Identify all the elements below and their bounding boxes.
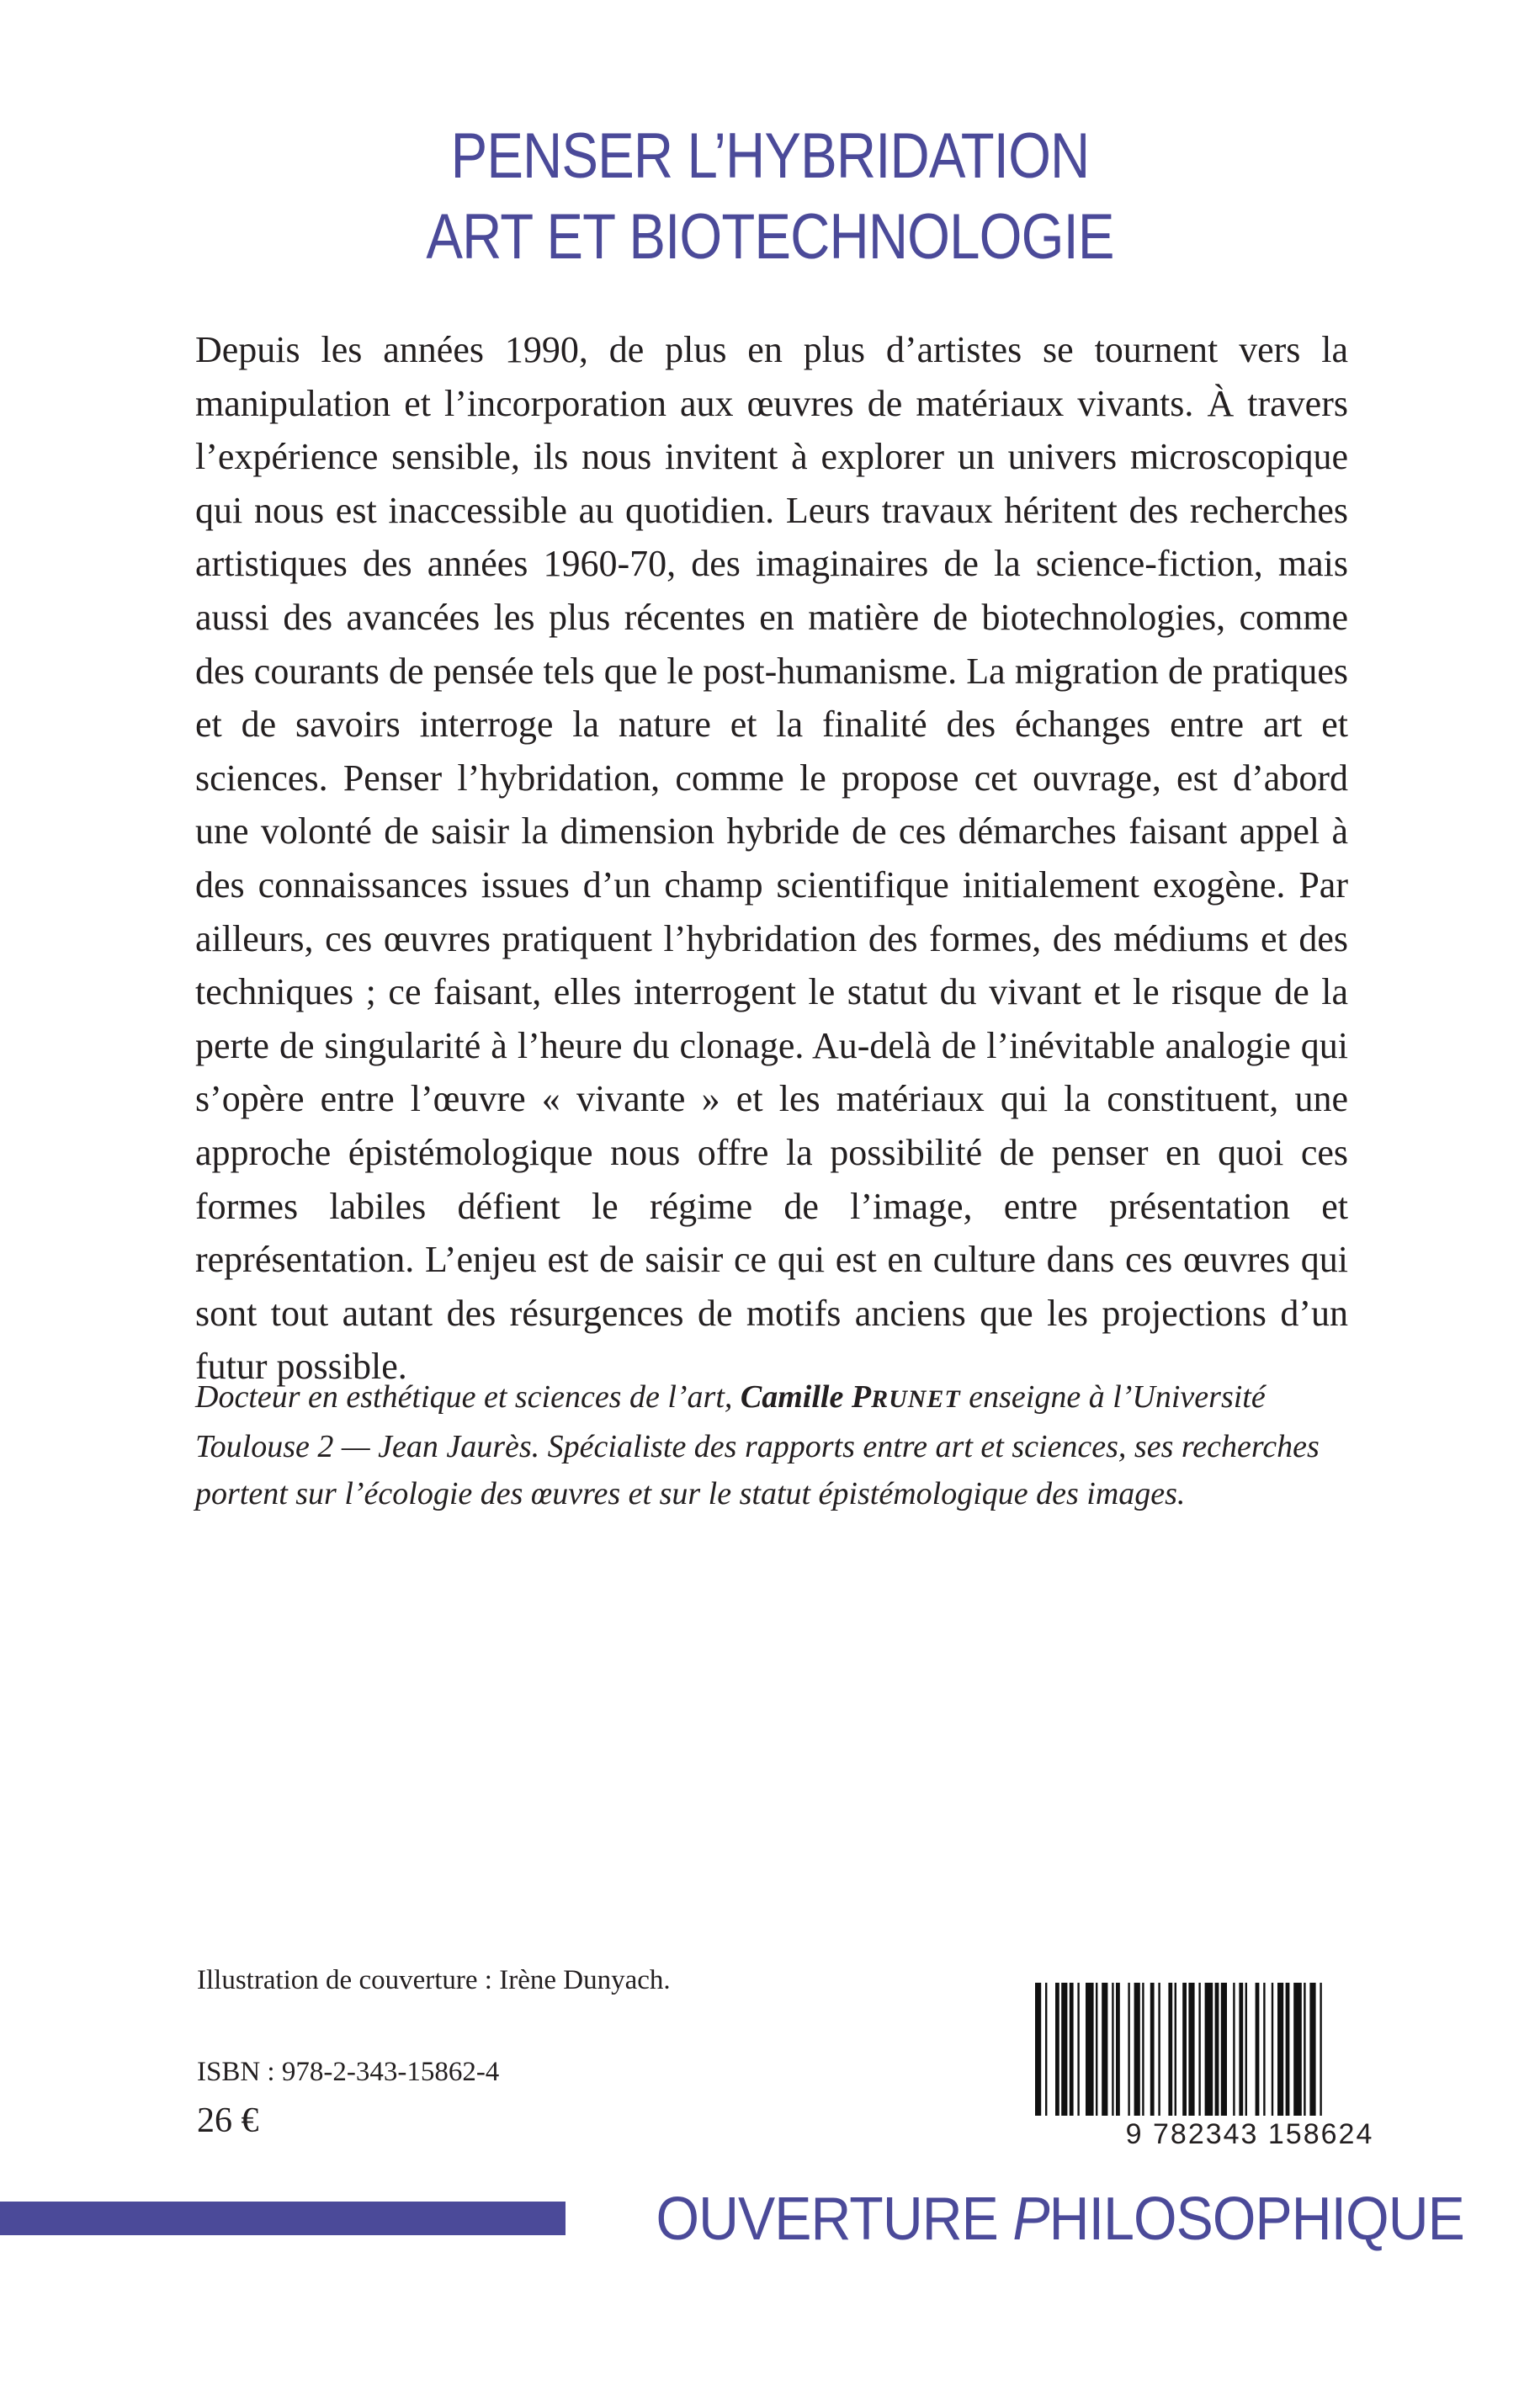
author-name: Camille PRUNET	[740, 1379, 961, 1415]
bio-prefix: Docteur en esthétique et sciences de l’art,	[195, 1379, 741, 1415]
barcode-bars	[1032, 1983, 1468, 2126]
isbn: ISBN : 978-2-343-15862-4	[197, 2057, 500, 2087]
book-title	[108, 116, 1432, 278]
book-title-line-2: ART ET BIOTECHNOLOGIE	[426, 201, 1114, 273]
book-title-line-1: PENSER L’HYBRIDATION	[450, 120, 1090, 192]
price: 26 €	[197, 2101, 259, 2140]
bio-line-1-suffix: enseigne à l’Université	[960, 1379, 1266, 1415]
book-description: Depuis les années 1990, de plus en plus d’artistes se tournent vers la manipulation et l’incorporation aux œuvres de matériaux vivants. À travers l’expérience sensible, ils nous invitent à explorer un univers microscopique qui nous est inaccessible au quotidien. Leurs travaux héritent des recherches artistiques des années 1960-70, des imaginaires de la science-fiction, mais aussi des avancées les plus récentes en matière de biotechnologies, comme des courants de pensée tels que le post-humanisme. La migration de pratiques et de savoirs interroge la nature et la finalité des échanges entre art et sciences. Penser l’hybridation, comme le propose cet ouvrage, est d’abord une volonté de saisir la dimension hybride de ces démarches faisant appel à des connaissances issues d’un champ scientifique initialement exogène. Par ailleurs, ces œuvres pratiquent l’hybridation des formes, des médiums et des techniques ; ce faisant, elles interrogent le statut du vivant et le risque de la perte de singularité à l’heure du clonage. Au-delà de l’inévitable analogie qui s’opère entre l’œuvre « vivante » et les matériaux qui la constituent, une approche épistémologique nous offre la possibilité de penser en quoi ces formes labiles défient le régime de l’image, entre présentation et représentation. L’enjeu est de saisir ce qui est en culture dans ces œuvres qui sont tout autant des résurgences de motifs anciens que les projections d’un futur possible.	[195, 329, 1348, 1388]
series-name: OUVERTURE PHILOSOPHIQUE	[656, 2186, 1464, 2253]
bio-line-2: Toulouse 2 — Jean Jaurès. Spécialiste des rapports entre art et sciences, ses recherches	[195, 1429, 1320, 1464]
barcode	[1032, 1983, 1468, 2153]
accent-bar	[0, 2202, 566, 2235]
author-bio	[195, 1373, 1373, 1517]
barcode-digits: 9 782343 158624	[1032, 2116, 1468, 2153]
bio-line-3: portent sur l’écologie des œuvres et sur le statut épistémologique des images.	[195, 1476, 1186, 1511]
cover-illustration-credit: Illustration de couverture : Irène Dunyach.	[197, 1965, 671, 1995]
